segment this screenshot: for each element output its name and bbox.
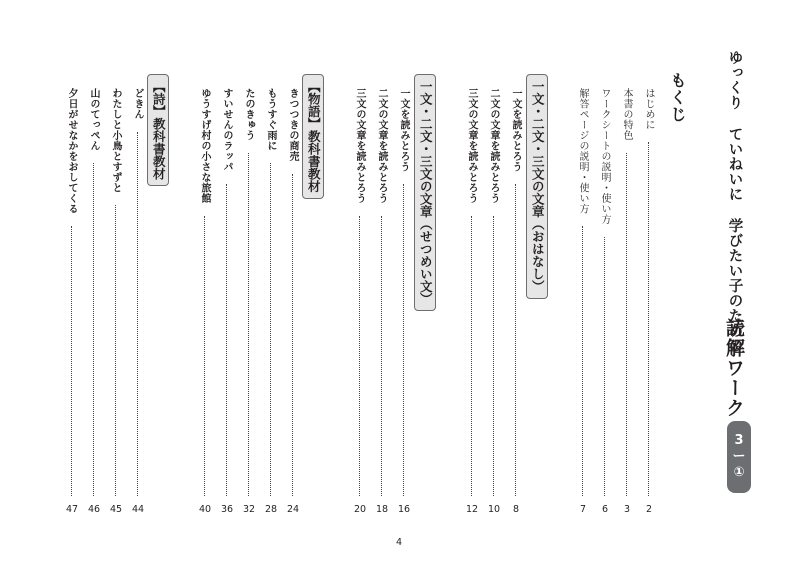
toc-entry-page: 32 bbox=[242, 503, 256, 515]
toc-entry-page: 36 bbox=[220, 503, 234, 515]
toc-entry-page: 28 bbox=[264, 503, 278, 515]
section-title: 【物語】教科書教材 bbox=[306, 80, 322, 193]
toc-entry-label: 二文の文章を読みとろう bbox=[488, 88, 499, 204]
dot-leader bbox=[493, 216, 494, 496]
toc-entry-page: 47 bbox=[65, 503, 79, 515]
section-header-ohanashi bbox=[526, 74, 548, 299]
dot-leader bbox=[71, 226, 72, 496]
toc-entry-label: ゆうすげ村の小さな旅館 bbox=[199, 88, 210, 204]
dot-leader bbox=[248, 153, 249, 496]
volume-number: ① bbox=[733, 465, 745, 481]
toc-entry[interactable] bbox=[352, 88, 368, 514]
section-header-monogatari bbox=[302, 74, 324, 199]
dot-leader bbox=[471, 216, 472, 496]
toc-entry[interactable] bbox=[285, 88, 301, 514]
dot-leader bbox=[204, 216, 205, 496]
dot-leader bbox=[648, 142, 649, 496]
dot-leader bbox=[582, 226, 583, 496]
volume-badge bbox=[727, 421, 751, 493]
dot-leader bbox=[403, 184, 404, 496]
section-title: 一文・二文・三文の文章（おはなし） bbox=[530, 80, 546, 293]
toc-entry[interactable] bbox=[241, 88, 257, 514]
toc-entry-label: 一文を読みとろう bbox=[510, 88, 521, 172]
toc-entry-label: もうすぐ雨に bbox=[265, 88, 276, 151]
toc-entry-label: わたしと小鳥とすずと bbox=[110, 88, 121, 193]
series-title: ゆっくり ていねいに 学びたい子のための bbox=[726, 50, 743, 353]
toc-entry-page: 2 bbox=[645, 503, 653, 515]
volume-grade: 3 bbox=[734, 432, 744, 448]
toc-entry-page: 40 bbox=[198, 503, 212, 515]
dot-leader bbox=[604, 237, 605, 496]
toc-entry-page: 46 bbox=[87, 503, 101, 515]
section-header-setsumeibun bbox=[414, 74, 436, 311]
section-header-shi bbox=[147, 74, 169, 186]
dot-leader bbox=[115, 205, 116, 496]
toc-entry-label: きつつきの商売 bbox=[287, 88, 298, 162]
toc-entry[interactable] bbox=[508, 88, 524, 514]
dot-leader bbox=[226, 184, 227, 496]
toc-entry-page: 6 bbox=[601, 503, 609, 515]
toc-entry-page: 20 bbox=[353, 503, 367, 515]
toc-entry-page: 10 bbox=[487, 503, 501, 515]
toc-entry-label: 一文を読みとろう bbox=[398, 88, 409, 172]
toc-entry-label: 夕日がせなかをおしてくる bbox=[66, 88, 77, 214]
toc-entry-answer-guide[interactable] bbox=[575, 88, 591, 514]
toc-entry[interactable] bbox=[486, 88, 502, 514]
toc-entry[interactable] bbox=[130, 88, 146, 514]
page-number: 4 bbox=[396, 537, 403, 548]
toc-entry-label: すいせんのラッパ bbox=[221, 88, 232, 172]
toc-entry-page: 24 bbox=[286, 503, 300, 515]
toc-entry[interactable] bbox=[396, 88, 412, 514]
dot-leader bbox=[93, 163, 94, 496]
section-title: 【詩】教科書教材 bbox=[151, 80, 167, 180]
toc-entry-label: 三文の文章を読みとろう bbox=[466, 88, 477, 204]
toc-entry-label: どきん bbox=[132, 88, 143, 120]
dot-leader bbox=[515, 184, 516, 496]
toc-entry[interactable] bbox=[197, 88, 213, 514]
toc-entry-page: 7 bbox=[579, 503, 587, 515]
toc-entry-label: 解答ページの説明・使い方 bbox=[577, 88, 588, 214]
toc-entry-page: 3 bbox=[623, 503, 631, 515]
toc-heading: もくじ bbox=[668, 72, 687, 123]
toc-entry-page: 8 bbox=[512, 503, 520, 515]
toc-entry-page: 16 bbox=[397, 503, 411, 515]
dot-leader bbox=[626, 153, 627, 496]
section-title: 一文・二文・三文の文章（せつめい文） bbox=[418, 80, 434, 305]
toc-entry[interactable] bbox=[64, 88, 80, 514]
toc-entry-page: 45 bbox=[109, 503, 123, 515]
toc-entry[interactable] bbox=[464, 88, 480, 514]
toc-entry[interactable] bbox=[374, 88, 390, 514]
dot-leader bbox=[137, 132, 138, 496]
book-title: 読解ワーク bbox=[723, 318, 745, 418]
toc-entry-label: 山のてっぺん bbox=[88, 88, 99, 151]
toc-entry-label: たのきゅう bbox=[243, 88, 254, 141]
toc-entry-page: 44 bbox=[131, 503, 145, 515]
toc-entry[interactable] bbox=[86, 88, 102, 514]
toc-entry-page: 12 bbox=[465, 503, 479, 515]
toc-entry[interactable] bbox=[219, 88, 235, 514]
toc-entry-page: 18 bbox=[375, 503, 389, 515]
toc-entry-label: 三文の文章を読みとろう bbox=[354, 88, 365, 204]
toc-entry-label: ワークシートの説明・使い方 bbox=[599, 88, 610, 225]
toc-entry[interactable] bbox=[108, 88, 124, 514]
dot-leader bbox=[359, 216, 360, 496]
toc-entry-features[interactable] bbox=[619, 88, 635, 514]
toc-entry-label: 本書の特色 bbox=[621, 88, 632, 141]
dot-leader bbox=[292, 174, 293, 496]
toc-entry-label: 二文の文章を読みとろう bbox=[376, 88, 387, 204]
toc-entry-hajimeni[interactable] bbox=[641, 88, 657, 514]
toc-entry-label: はじめに bbox=[643, 88, 654, 130]
dot-leader bbox=[381, 216, 382, 496]
dot-leader bbox=[270, 163, 271, 496]
toc-entry-worksheet-guide[interactable] bbox=[597, 88, 613, 514]
volume-separator: ー bbox=[732, 448, 746, 464]
toc-entry[interactable] bbox=[263, 88, 279, 514]
